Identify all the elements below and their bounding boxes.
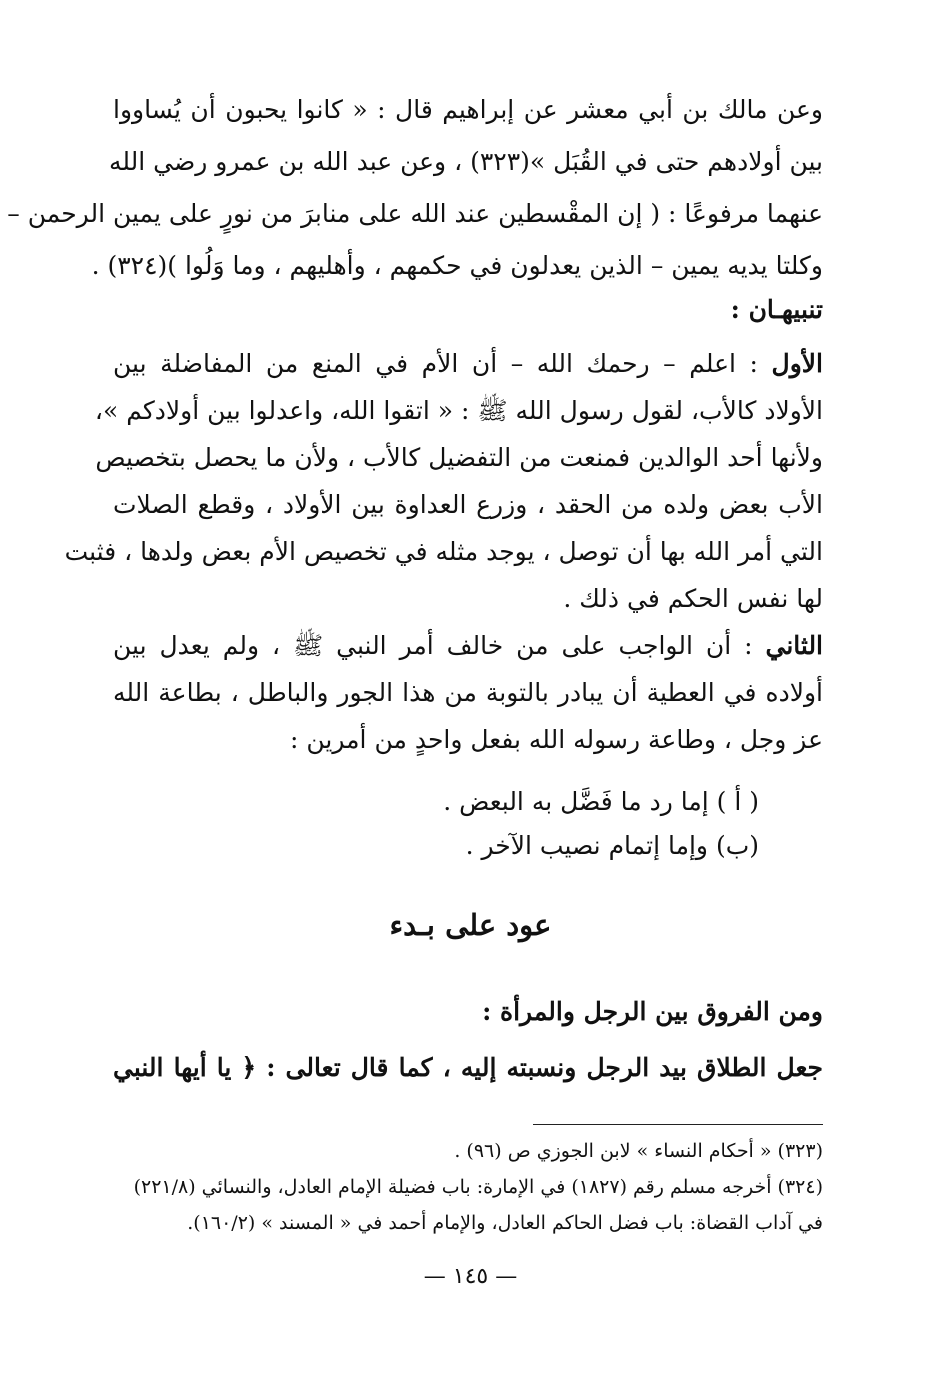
footnote-divider <box>533 1124 823 1125</box>
text-line: وعن مالك بن أبي معشر عن إبراهيم قال : « كانوا يحبون أن يُساووا <box>113 95 824 124</box>
list-item-b: (ب) وإما إتمام نصيب الآخر . <box>465 831 759 860</box>
book-page: وعن مالك بن أبي معشر عن إبراهيم قال : « كانوا يحبون أن يُساووا بين أولادهم حتى في القُبَل »(٣٢٣) ، وعن عبد الله بن عمرو رضي الله عنهما مرفوعًا : ( إن المقْسطين عند الله على منابرَ من نورٍ على يمين الرحمن – وكلتا يديه يمين – الذين يعدلون في حكمهم ، وأهليهم ، وما وَلُوا )(٣٢٤) . تنبيهـان : الأول : اعلم – رحمك الله – أن الأم في المنع من المفاضلة بين الأولاد كالأب، لقول رسول الله ﷺ : « اتقوا الله، واعدلوا بين أولادكم »، ولأنها أحد الوالدين فمنعت من التفضيل كالأب ، ولأن ما يحصل بتخصيص الأب بعض ولده من الحقد ، وزرع العداوة بين الأولاد ، وقطع الصلات التي أمر الله بها أن توصل ، يوجد مثله في تخصيص الأم بعض ولدها ، فثبت لها نفس الحكم في ذلك . الثاني : أن الواجب على من خالف أمر النبي ﷺ ، ولم يعدل بين أولاده في العطية أن يبادر بالتوبة من هذا الجور والباطل ، بطاعة الله عز وجل ، وطاعة رسوله الله بفعل واحدٍ من أمرين : ( أ ) إما رد ما فَضَّل به البعض . (ب) وإما إتمام نصيب الآخر . عود على بـدء ومن الفروق بين الرجل والمرأة : جعل الطلاق بيد الرجل ونسبته إليه ، كما قال تعالى : ﴿ يا أيها النبي (٣٢٣) « أحكام النساء » لابن الجوزي ص (٩٦) . (٣٢٤) أخرجه مسلم رقم (١٨٢٧) في الإمارة: باب فضيلة الإمام العادل، والنسائي (٢٢١/٨) في آداب القضاة: باب فضل الحاكم العادل، والإمام أحمد في « المسند » (١٦٠/٢). — ١٤٥ — <box>0 0 941 1396</box>
text-line: ولأنها أحد الوالدين فمنعت من التفضيل كالأب ، ولأن ما يحصل بتخصيص <box>95 443 823 472</box>
text-line: بين أولادهم حتى في القُبَل »(٣٢٣) ، وعن عبد الله بن عمرو رضي الله <box>108 147 823 176</box>
text-line <box>113 622 823 670</box>
first-notice-text: : اعلم – رحمك الله – أن الأم في المنع من المفاضلة بين <box>113 349 758 378</box>
first-notice-label: الأول <box>771 349 823 378</box>
second-notice-text: : أن الواجب على من خالف أمر النبي ﷺ ، ولم يعدل بين <box>113 631 753 660</box>
text-line: التي أمر الله بها أن توصل ، يوجد مثله في تخصيص الأم بعض ولدها ، فثبت <box>64 537 823 566</box>
text-line: الأب بعض ولده من الحقد ، وزرع العداوة بين الأولاد ، وقطع الصلات <box>113 490 823 519</box>
footnote-323: (٣٢٣) « أحكام النساء » لابن الجوزي ص (٩٦) . <box>454 1140 823 1162</box>
text-line: عنهما مرفوعًا : ( إن المقْسطين عند الله على منابرَ من نورٍ على يمين الرحمن – <box>7 199 823 228</box>
section-heading: عود على بـدء <box>389 908 552 942</box>
text-line: أولاده في العطية أن يبادر بالتوبة من هذا الجور والباطل ، بطاعة الله <box>113 678 823 707</box>
text-line: الأولاد كالأب، لقول رسول الله ﷺ : « اتقوا الله، واعدلوا بين أولادكم »، <box>94 396 823 425</box>
text-line: لها نفس الحكم في ذلك . <box>563 584 823 613</box>
footnote-324-cont: في آداب القضاة: باب فضل الحاكم العادل، والإمام أحمد في « المسند » (١٦٠/٢). <box>187 1212 823 1234</box>
text-line: وكلتا يديه يمين – الذين يعدلون في حكمهم ، وأهليهم ، وما وَلُوا )(٣٢٤) . <box>91 251 823 280</box>
footnote-324: (٣٢٤) أخرجه مسلم رقم (١٨٢٧) في الإمارة: باب فضيلة الإمام العادل، والنسائي (٢٢١/٨) <box>133 1176 823 1198</box>
list-item-a: ( أ ) إما رد ما فَضَّل به البعض . <box>443 787 759 816</box>
text-line: ومن الفروق بين الرجل والمرأة : <box>482 997 823 1026</box>
text-line: جعل الطلاق بيد الرجل ونسبته إليه ، كما قال تعالى : ﴿ يا أيها النبي <box>113 1053 823 1082</box>
text-line <box>113 340 823 388</box>
text-line: عز وجل ، وطاعة رسوله الله بفعل واحدٍ من أمرين : <box>290 725 823 754</box>
page-number: — ١٤٥ — <box>423 1264 518 1289</box>
second-notice-label: الثاني <box>765 631 824 660</box>
